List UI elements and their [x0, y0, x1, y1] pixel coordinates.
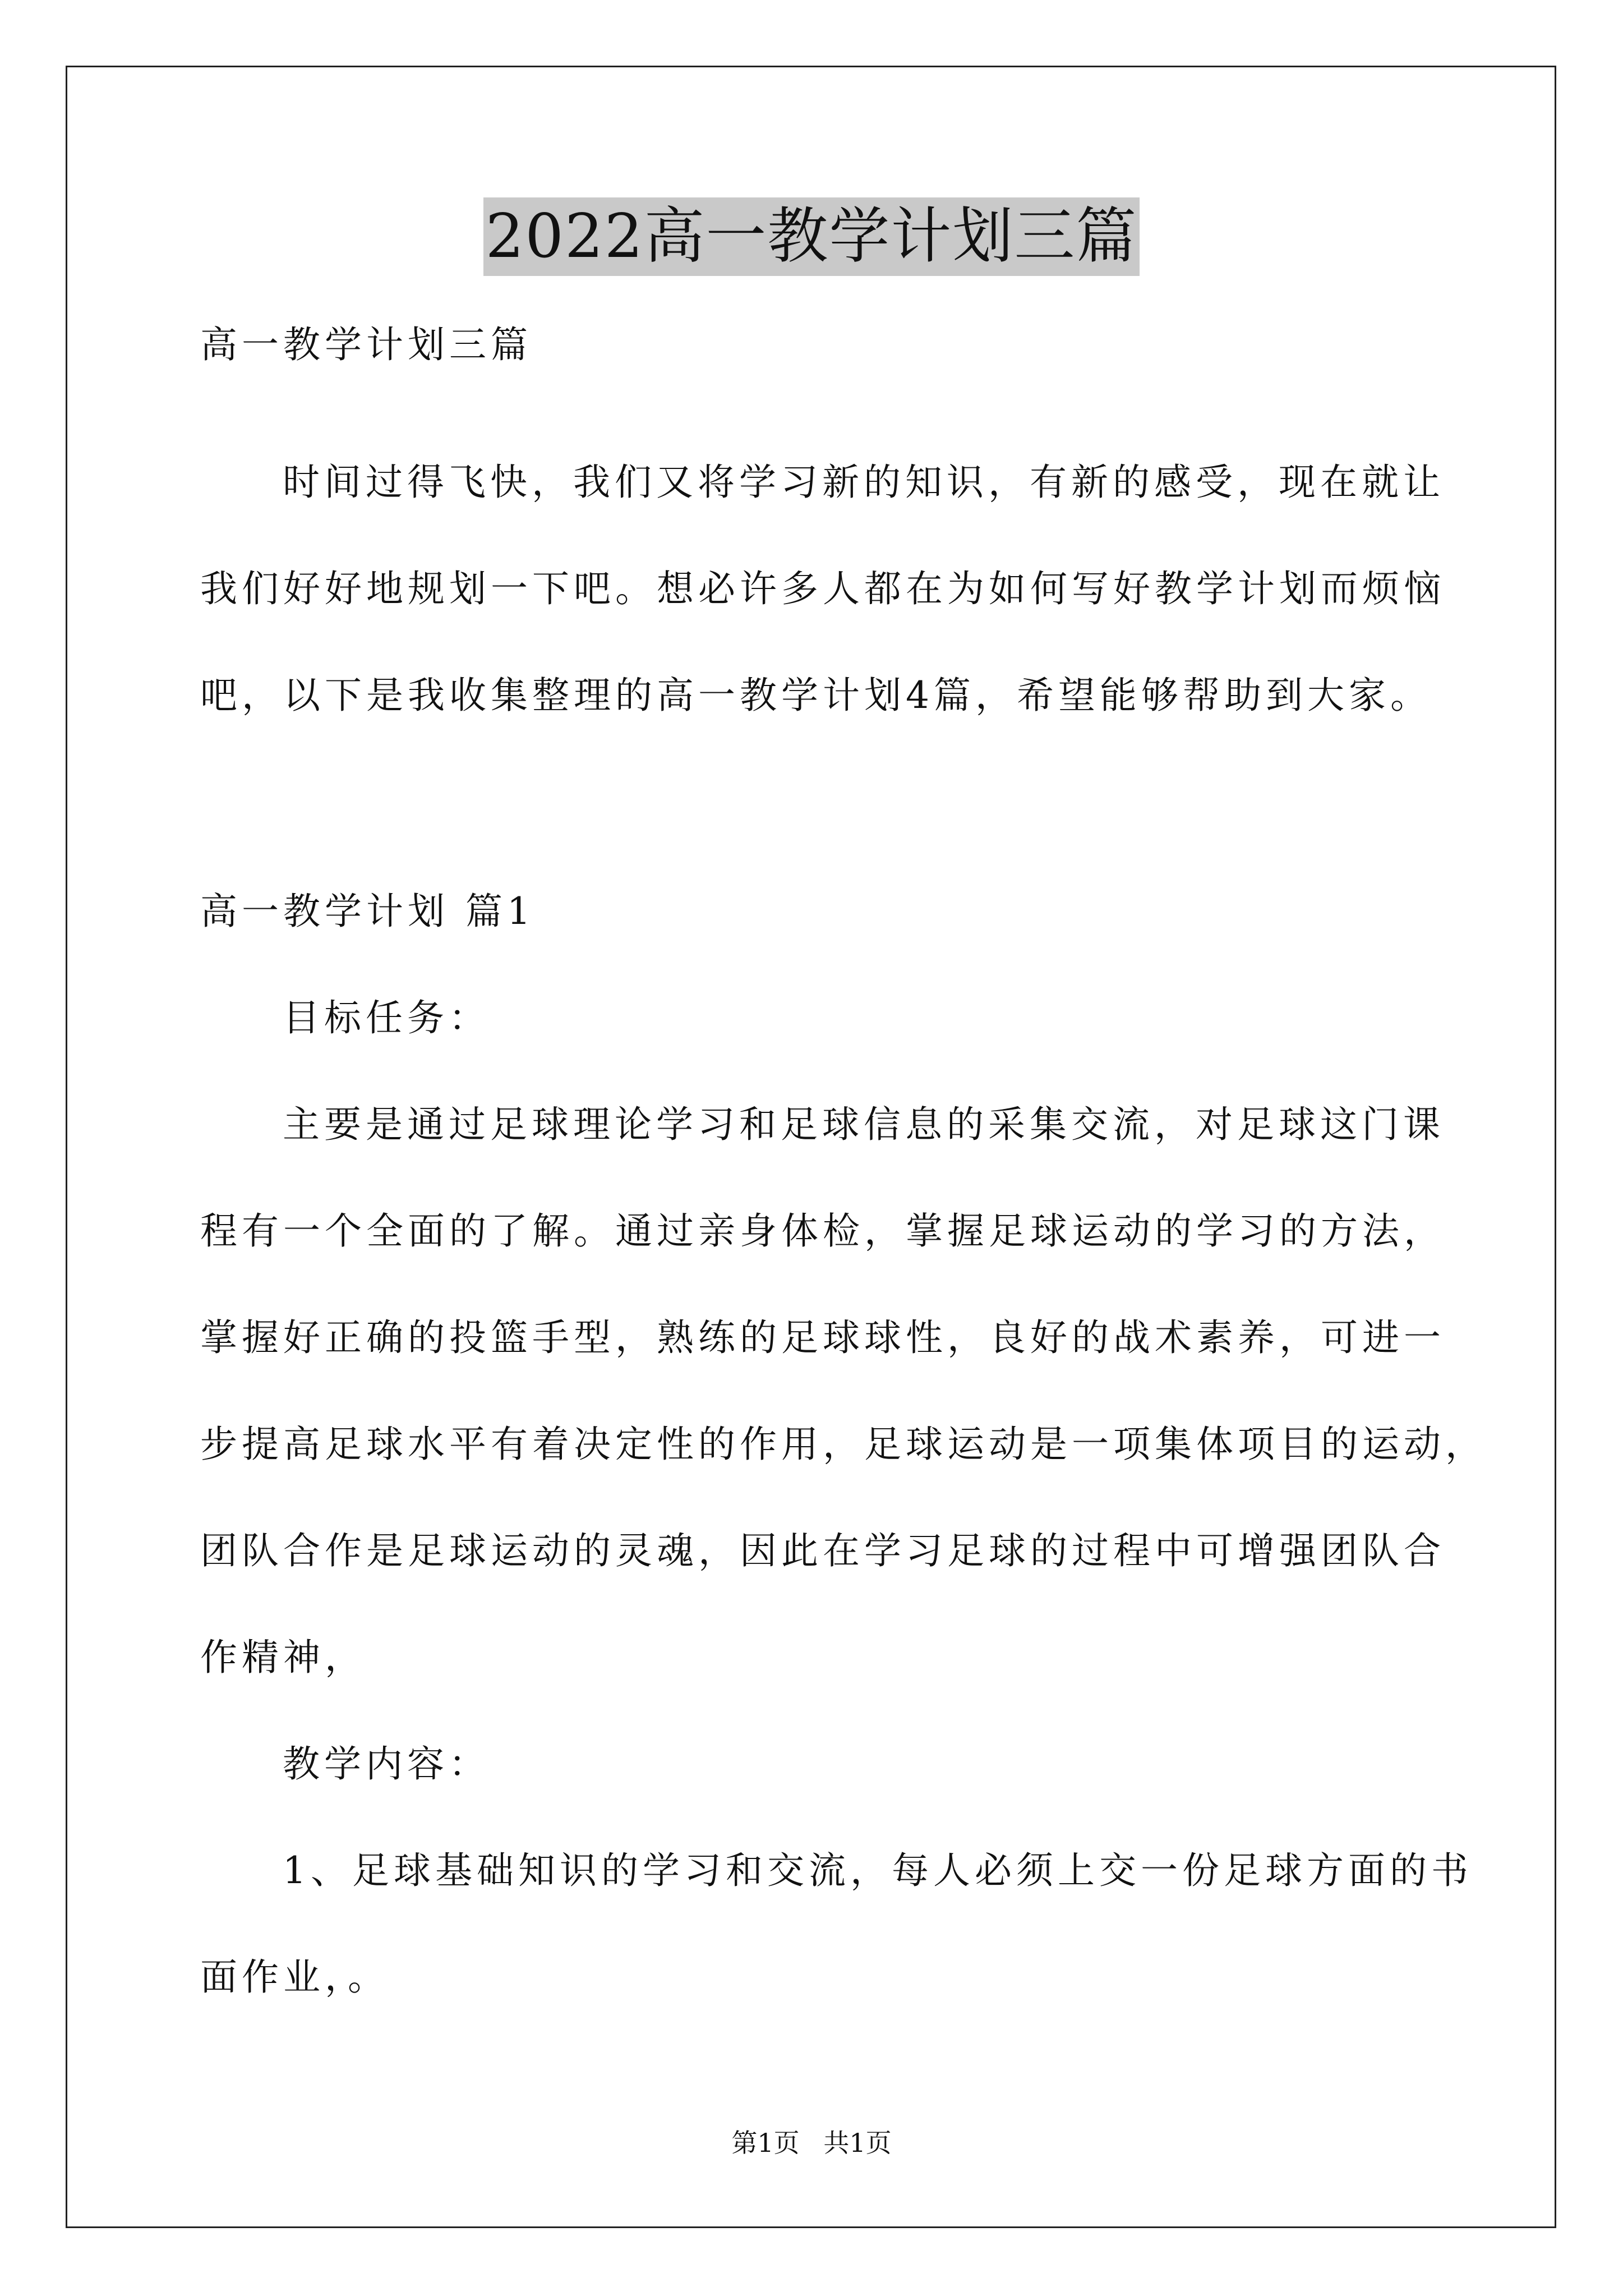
section-heading: 高一教学计划三篇: [200, 323, 532, 366]
paragraph-line: 我们好好地规划一下吧。想必许多人都在为如何写好教学计划而烦恼: [200, 567, 1445, 610]
title-container: [0, 197, 1623, 276]
paragraph-line: 程有一个全面的了解。通过亲身体检，掌握足球运动的学习的方法，: [200, 1209, 1445, 1253]
paragraph-line: 教学内容：: [283, 1742, 490, 1786]
paragraph-line: 吧，以下是我收集整理的高一教学计划4篇，希望能够帮助到大家。: [200, 674, 1432, 717]
document-title: 2022高一教学计划三篇: [483, 197, 1140, 276]
paragraph-line: 团队合作是足球运动的灵魂，因此在学习足球的过程中可增强团队合: [200, 1529, 1445, 1572]
page-number-total: 共1页: [823, 2128, 892, 2158]
section-heading: 高一教学计划 篇1: [200, 890, 535, 933]
paragraph-line: 步提高足球水平有着决定性的作用，足球运动是一项集体项目的运动，: [200, 1423, 1487, 1466]
paragraph-line: 1、足球基础知识的学习和交流，每人必须上交一份足球方面的书: [283, 1849, 1473, 1892]
paragraph-line: 目标任务：: [283, 996, 490, 1039]
paragraph-line: 作精神，: [200, 1636, 366, 1679]
paragraph-line: 掌握好正确的投篮手型，熟练的足球球性，良好的战术素养，可进一: [200, 1316, 1445, 1359]
page-footer: [0, 2126, 1623, 2160]
page-number-current: 第1页: [731, 2128, 800, 2158]
paragraph-line: 主要是通过足球理论学习和足球信息的采集交流，对足球这门课: [283, 1103, 1445, 1146]
paragraph-line: 时间过得飞快，我们又将学习新的知识，有新的感受，现在就让: [283, 461, 1445, 504]
paragraph-line: 面作业，。: [200, 1955, 389, 1999]
